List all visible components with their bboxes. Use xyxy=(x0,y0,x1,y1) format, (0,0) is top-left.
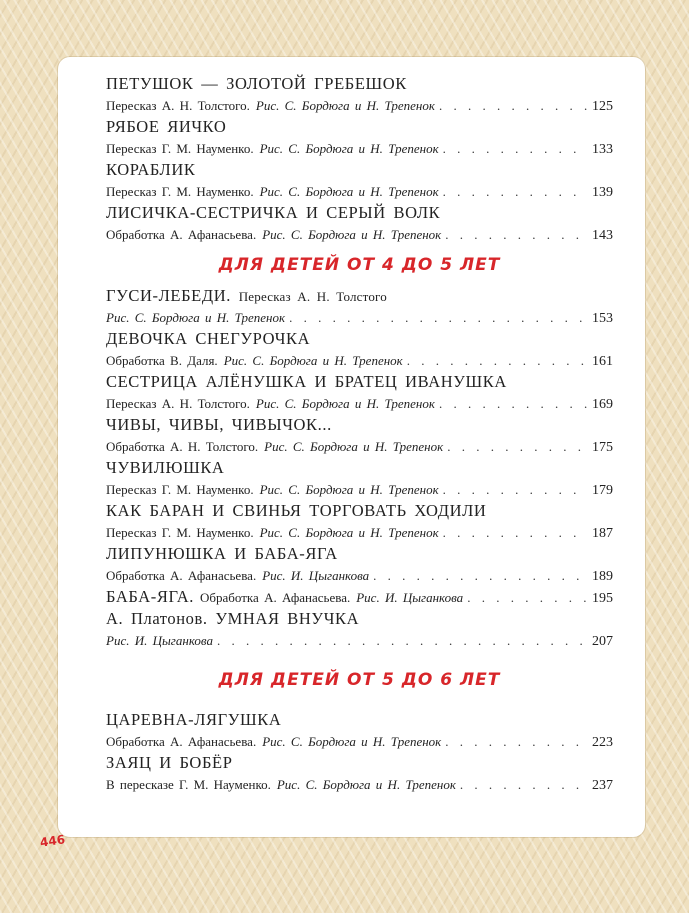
page-ref: 189 xyxy=(592,569,613,584)
toc-entry[interactable] xyxy=(106,414,613,457)
story-credit: Обработка А. Афанасьева. xyxy=(106,568,257,583)
entry-credit-line xyxy=(106,307,613,328)
story-illustrators: Рис. И. Цыганкова xyxy=(106,633,213,648)
entry-credit-line xyxy=(106,565,613,586)
toc-entry[interactable] xyxy=(106,328,613,371)
story-credit: В пересказе Г. М. Науменко. xyxy=(106,777,271,792)
page-ref: 187 xyxy=(592,526,613,541)
story-title: ЧУВИЛЮШКА xyxy=(106,458,225,477)
entry-credit-line xyxy=(106,393,613,414)
entry-credit-line xyxy=(106,181,613,202)
story-illustrators: Рис. С. Бордюга и Н. Трепенок xyxy=(106,310,286,325)
story-title: ЧИВЫ, ЧИВЫ, ЧИВЫЧОК... xyxy=(106,415,332,434)
story-credit: Пересказ Г. М. Науменко. xyxy=(106,141,254,156)
leader-dots xyxy=(467,587,588,609)
page-number: 446 xyxy=(39,832,66,850)
entry-credit-line xyxy=(106,138,613,159)
story-title: ЛИСИЧКА-СЕСТРИЧКА И СЕРЫЙ ВОЛК xyxy=(106,203,441,222)
story-title: ДЕВОЧКА СНЕГУРОЧКА xyxy=(106,329,311,348)
page-card xyxy=(58,57,645,837)
story-title-row xyxy=(106,285,613,307)
story-title: ЗАЯЦ И БОБЁР xyxy=(106,753,233,772)
entry-credit-line xyxy=(106,95,613,116)
entry-credit-line xyxy=(106,731,613,752)
page-ref: 125 xyxy=(592,99,613,114)
story-title: ЦАРЕВНА-ЛЯГУШКА xyxy=(106,710,282,729)
entry-credit-line xyxy=(106,522,613,543)
page-ref: 223 xyxy=(592,735,613,750)
story-illustrators: Рис. С. Бордюга и Н. Трепенок xyxy=(264,439,444,454)
table-of-contents xyxy=(106,73,613,795)
leader-dots xyxy=(460,774,588,795)
story-illustrators: Рис. И. Цыганкова xyxy=(356,590,464,605)
page-ref: 139 xyxy=(592,185,613,200)
leader-dots xyxy=(447,436,588,457)
page-ref: 169 xyxy=(592,397,613,412)
page-ref: 195 xyxy=(592,591,613,606)
page-ref: 143 xyxy=(592,228,613,243)
page-ref: 207 xyxy=(592,634,613,649)
story-title: КОРАБЛИК xyxy=(106,160,196,179)
leader-dots xyxy=(373,565,588,586)
story-illustrators: Рис. С. Бордюга и Н. Трепенок xyxy=(262,734,442,749)
leader-dots xyxy=(439,95,588,116)
entry-credit-line xyxy=(106,350,613,371)
toc-entry[interactable] xyxy=(106,709,613,752)
toc-entry[interactable] xyxy=(106,500,613,543)
story-title: РЯБОЕ ЯИЧКО xyxy=(106,117,227,136)
story-credit: Пересказ А. Н. Толстого. xyxy=(106,98,250,113)
page-ref: 179 xyxy=(592,483,613,498)
story-title: ПЕТУШОК — ЗОЛОТОЙ ГРЕБЕШОК xyxy=(106,74,407,93)
story-credit: Обработка В. Даля. xyxy=(106,353,218,368)
story-title: БАБА-ЯГА. xyxy=(106,587,195,606)
story-credit: Обработка А. Афанасьева. xyxy=(200,590,351,605)
story-credit: Пересказ Г. М. Науменко. xyxy=(106,525,254,540)
toc-entry[interactable] xyxy=(106,608,613,651)
story-illustrators: Рис. С. Бордюга и Н. Трепенок xyxy=(223,353,403,368)
leader-dots xyxy=(445,224,588,245)
leader-dots xyxy=(217,630,588,651)
toc-entry[interactable] xyxy=(106,752,613,795)
story-title: СЕСТРИЦА АЛЁНУШКА И БРАТЕЦ ИВАНУШКА xyxy=(106,372,507,391)
story-illustrators: Рис. С. Бордюга и Н. Трепенок xyxy=(259,525,439,540)
story-title: А. Платонов. УМНАЯ ВНУЧКА xyxy=(106,609,360,628)
story-credit: Пересказ А. Н. Толстого. xyxy=(106,396,250,411)
page-ref: 237 xyxy=(592,778,613,793)
story-illustrators: Рис. И. Цыганкова xyxy=(262,568,370,583)
toc-entry[interactable] xyxy=(106,202,613,245)
toc-entry[interactable] xyxy=(106,371,613,414)
entry-credit-line xyxy=(106,224,613,245)
entry-credit-line xyxy=(106,479,613,500)
story-credit: Пересказ А. Н. Толстого xyxy=(238,289,387,304)
section-heading-age-5-6: ДЛЯ ДЕТЕЙ ОТ 5 ДО 6 ЛЕТ xyxy=(218,670,501,690)
entry-credit-line xyxy=(106,630,613,651)
story-title: КАК БАРАН И СВИНЬЯ ТОРГОВАТЬ ХОДИЛИ xyxy=(106,501,487,520)
entry-credit-line xyxy=(106,436,613,457)
leader-dots xyxy=(439,393,588,414)
toc-entry[interactable] xyxy=(106,457,613,500)
story-illustrators: Рис. С. Бордюга и Н. Трепенок xyxy=(262,227,442,242)
story-credit: Обработка А. Афанасьева. xyxy=(106,734,257,749)
toc-entry[interactable] xyxy=(106,116,613,159)
page-ref: 161 xyxy=(592,354,613,369)
story-illustrators: Рис. С. Бордюга и Н. Трепенок xyxy=(255,396,435,411)
entry-single-line xyxy=(106,586,613,608)
toc-entry[interactable] xyxy=(106,285,613,328)
toc-entry[interactable] xyxy=(106,586,613,608)
leader-dots xyxy=(289,307,588,328)
section-heading-age-4-5: ДЛЯ ДЕТЕЙ ОТ 4 ДО 5 ЛЕТ xyxy=(218,255,501,275)
page-ref: 175 xyxy=(592,440,613,455)
toc-entry[interactable] xyxy=(106,73,613,116)
story-illustrators: Рис. С. Бордюга и Н. Трепенок xyxy=(255,98,435,113)
story-credit: Обработка А. Н. Толстого. xyxy=(106,439,259,454)
page-ref: 133 xyxy=(592,142,613,157)
story-credit: Пересказ Г. М. Науменко. xyxy=(106,184,254,199)
leader-dots xyxy=(443,522,588,543)
leader-dots xyxy=(443,181,588,202)
entry-credit-line xyxy=(106,774,613,795)
leader-dots xyxy=(443,138,588,159)
story-illustrators: Рис. С. Бордюга и Н. Трепенок xyxy=(259,482,439,497)
toc-entry[interactable] xyxy=(106,543,613,586)
story-credit: Обработка А. Афанасьева. xyxy=(106,227,257,242)
story-title: ЛИПУНЮШКА И БАБА-ЯГА xyxy=(106,544,338,563)
story-title: ГУСИ-ЛЕБЕДИ. xyxy=(106,286,231,305)
story-illustrators: Рис. С. Бордюга и Н. Трепенок xyxy=(259,141,439,156)
story-illustrators: Рис. С. Бордюга и Н. Трепенок xyxy=(276,777,456,792)
leader-dots xyxy=(443,479,588,500)
page-ref: 153 xyxy=(592,311,613,326)
toc-entry[interactable] xyxy=(106,159,613,202)
story-credit: Пересказ Г. М. Науменко. xyxy=(106,482,254,497)
leader-dots xyxy=(445,731,588,752)
leader-dots xyxy=(407,350,588,371)
story-illustrators: Рис. С. Бордюга и Н. Трепенок xyxy=(259,184,439,199)
